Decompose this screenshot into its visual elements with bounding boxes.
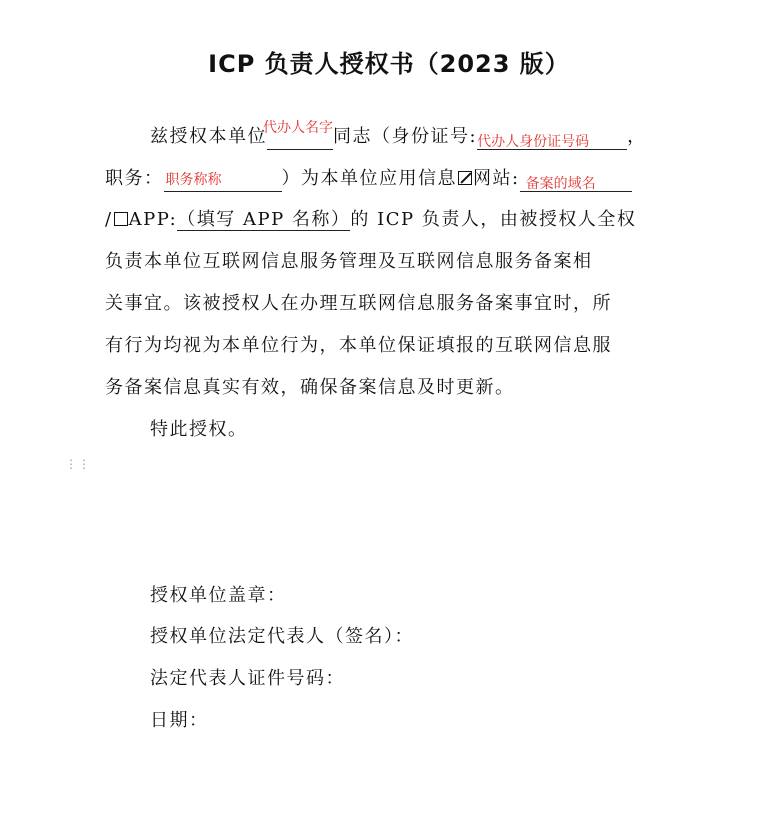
para1-line3 xyxy=(105,207,636,233)
app-info-prefix: ）为本单位应用信息 xyxy=(281,168,457,189)
agent-name-blank[interactable] xyxy=(263,120,333,150)
agent-id-hint: 代办人身份证号码 xyxy=(477,134,590,150)
para1-line1 xyxy=(150,120,647,150)
legal-rep-id-label: 法定代表人证件号码： xyxy=(150,668,345,689)
website-checkbox-icon[interactable] xyxy=(458,171,472,185)
para1-line5: 关事宜。该被授权人在办理互联网信息服务备案事宜时，所 xyxy=(105,293,612,314)
legal-rep-label: 授权单位法定代表人（签名）： xyxy=(150,626,414,647)
para1-line7: 务备案信息真实有效，确保备案信息及时更新。 xyxy=(105,377,515,398)
agent-id-blank[interactable] xyxy=(477,127,627,150)
domain-blank[interactable] xyxy=(520,169,632,192)
para1-prefix: 兹授权本单位 xyxy=(150,126,267,147)
job-hint: 职务称称 xyxy=(165,172,222,188)
agent-name-hint: 代办人名字 xyxy=(263,120,333,136)
app-checkbox-icon[interactable] xyxy=(114,212,128,226)
job-blank[interactable] xyxy=(164,169,282,192)
seal-label: 授权单位盖章： xyxy=(150,585,287,606)
app-label: APP: xyxy=(128,209,178,230)
para1-line3-rest: 的 ICP 负责人，由被授权人全权 xyxy=(350,209,637,230)
drag-handle-icon[interactable]: ⋮⋮ xyxy=(65,457,91,471)
tongzhi-text: 同志（身份证号: xyxy=(333,126,478,147)
para1-line6: 有行为均视为本单位行为，本单位保证填报的互联网信息服 xyxy=(105,335,612,356)
para1-line4: 负责本单位互联网信息服务管理及互联网信息服务备案相 xyxy=(105,251,593,272)
document-title: ICP 负责人授权书（2023 版） xyxy=(208,50,570,78)
app-name-fill[interactable]: （填写 APP 名称） xyxy=(177,209,351,230)
para2-text: 特此授权。 xyxy=(150,419,248,440)
website-label: 网站: xyxy=(473,168,520,189)
slash-text: / xyxy=(105,209,113,230)
para1-line2 xyxy=(105,166,632,192)
domain-hint: 备案的域名 xyxy=(525,176,596,192)
job-label: 职务： xyxy=(105,168,164,189)
date-label: 日期： xyxy=(150,710,209,731)
comma-text: ， xyxy=(627,126,647,147)
